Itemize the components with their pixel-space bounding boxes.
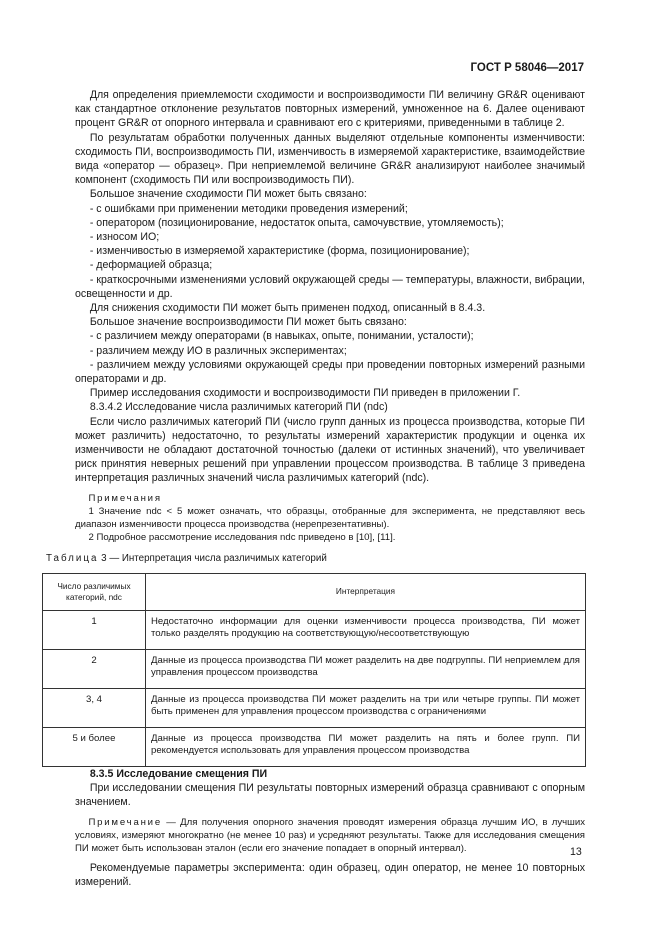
document-id: ГОСТ Р 58046—2017 — [470, 62, 584, 74]
paragraph: Пример исследования сходимости и воспроизводимости ПИ приведен в приложении Г. — [89, 387, 521, 400]
note: 1 Значение ndc < 5 может означать, что образцы, отобранные для эксперимента, не представляют весь диапазон изменчивости процесса производства (нерепрезентативны). — [75, 505, 585, 530]
table-row — [43, 727, 586, 766]
note — [75, 816, 585, 855]
table-cell-ndc: 3, 4 — [43, 688, 146, 727]
paragraph: По результатам обработки полученных данных выделяют отдельные компоненты изменчивости: сходимость ПИ, воспроизводимость ПИ, изменчивость в измеряемой характеристике, взаимодействие вида «оператор — образец». При неприемлемой величине GR&R анализируют наиболее значимый компонент (сходимость ПИ или воспроизводимость ПИ). — [75, 131, 585, 187]
table-cell-ndc: 5 и более — [43, 727, 146, 766]
table-header-ndc: Число различимых категорий, ndc — [43, 573, 146, 610]
table-caption-text: 3 — Интерпретация числа различимых категорий — [98, 552, 327, 564]
paragraph: Большое значение сходимости ПИ может быть связано: — [89, 188, 367, 201]
table-caption-label: Таблица — [46, 552, 99, 564]
list-item: - с различием между операторами (в навыках, опыте, понимании, усталости); — [89, 330, 474, 343]
table-row — [43, 688, 586, 727]
table-caption — [46, 552, 585, 566]
paragraph: Большое значение воспроизводимости ПИ может быть связано: — [89, 316, 407, 329]
section-heading: 8.3.5 Исследование смещения ПИ — [89, 767, 268, 780]
paragraph: Для снижения сходимости ПИ может быть применен подход, описанный в 8.4.3. — [89, 302, 486, 315]
notes-label: Примечания — [88, 492, 162, 504]
note-text: — Для получения опорного значения проводят измерения образца лучшим ИО, в лучших условиях, измеряют многократно (не менее 10 раз) и усредняют результаты. Также для исследования смещения ПИ может быть использован эталон (если его значение попадает в опорный интервал). — [75, 816, 585, 854]
list-item: - оператором (позиционирование, недостаток опыта, самочувствие, утомляемость); — [89, 216, 504, 229]
table-header-interpretation: Интерпретация — [146, 573, 586, 610]
list-item: - различием между условиями окружающей среды при проведении повторных измерений разными операторами и др. — [75, 358, 585, 386]
paragraph: Если число различимых категорий ПИ (число групп данных из процесса производства, которые ПИ может различить) недостаточно, то результаты измерений характеристик продукции и оценка их изменчивости не обладают достаточной точностью (далеки от истинных значений), что увеличивает риск принятия неверных решений при управлении процессом производства. В таблице 3 приведена интерпретация различных значений числа различимых категорий (ndc). — [75, 415, 585, 485]
paragraph: Рекомендуемые параметры эксперимента: один образец, один оператор, не менее 10 повторных измерений. — [75, 861, 585, 888]
paragraph: При исследовании смещения ПИ результаты повторных измерений образца сравнивают с опорным значением. — [75, 782, 585, 809]
list-item: - износом ИО; — [89, 231, 160, 244]
table-row — [43, 649, 586, 688]
page-content — [46, 88, 585, 889]
note: 2 Подробное рассмотрение исследования ndc приведено в [10], [11]. — [88, 531, 396, 543]
table-cell-text: Данные из процесса производства ПИ может разделить на пять и более групп. ПИ рекомендуется использовать для управления процессом производства — [146, 727, 586, 766]
table-row — [43, 610, 586, 649]
subsection-heading: 8.3.4.2 Исследование числа различимых категорий ПИ (ndc) — [89, 401, 388, 414]
table-cell-text: Недостаточно информации для оценки изменчивости процесса производства, ПИ может только разделять продукцию на соответствующую/несоответствующую — [146, 610, 586, 649]
list-item: - деформацией образца; — [89, 259, 213, 272]
table-cell-text: Данные из процесса производства ПИ может разделить на три или четыре группы. ПИ может быть применен для управления процессом производства с ограничениями — [146, 688, 586, 727]
table-cell-text: Данные из процесса производства ПИ может разделить на две подгруппы. ПИ неприемлем для управления процессом производства — [146, 649, 586, 688]
list-item: - изменчивостью в измеряемой характеристике (форма, позиционирование); — [89, 245, 470, 258]
table-cell-ndc: 2 — [43, 649, 146, 688]
list-item: - краткосрочными изменениями условий окружающей среды — температуры, влажности, вибрации, освещенности и др. — [75, 273, 585, 300]
page-number: 13 — [570, 846, 582, 858]
list-item: - различием между ИО в различных экспериментах; — [89, 344, 347, 357]
note-label: Примечание — [88, 816, 162, 828]
table-cell-ndc: 1 — [43, 610, 146, 649]
ndc-table — [42, 573, 586, 767]
list-item: - с ошибками при применении методики проведения измерений; — [89, 202, 408, 215]
paragraph: Для определения приемлемости сходимости и воспроизводимости ПИ величину GR&R оценивают как стандартное отклонение результатов повторных измерений, умноженное на 6. Далее оценивают процент GR&R от опорного интервала и сравнивают его с критериями, приведенными в таблице 2. — [75, 89, 585, 130]
